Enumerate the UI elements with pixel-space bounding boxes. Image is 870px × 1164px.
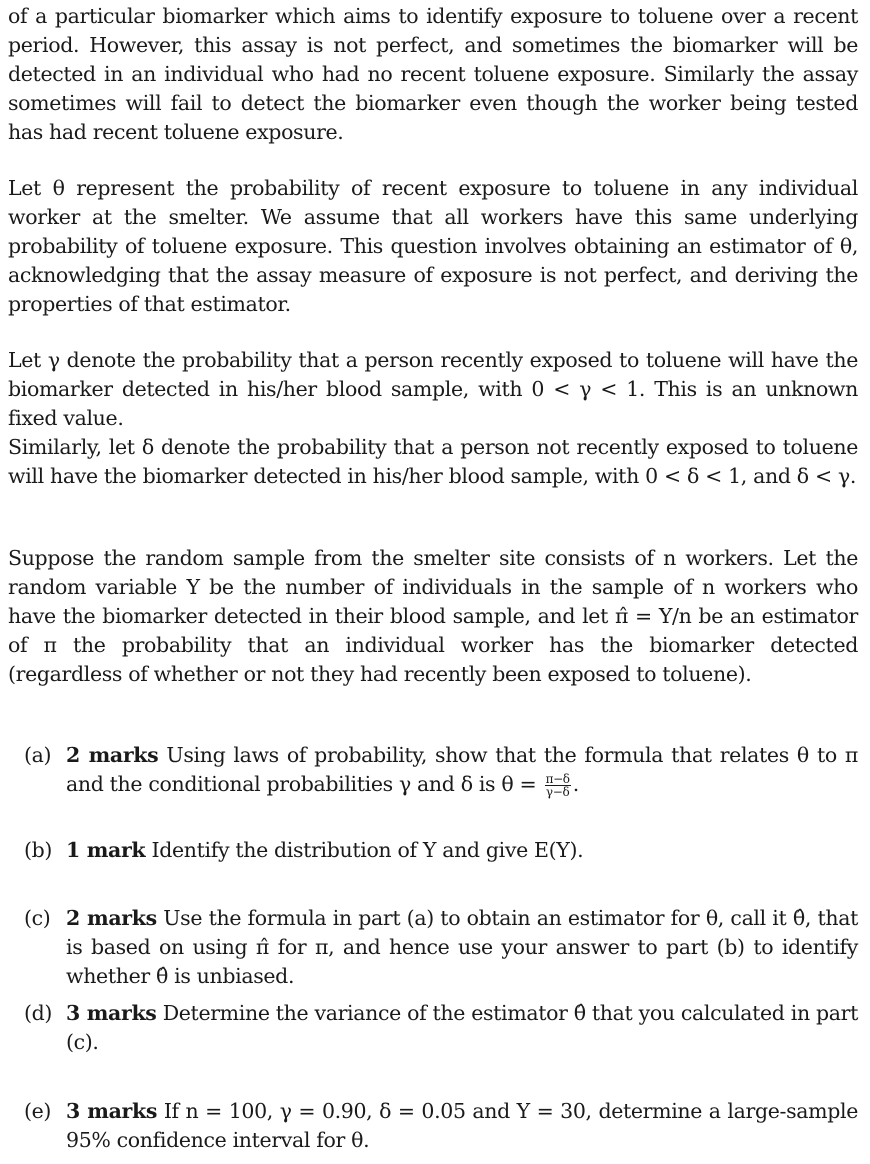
part-text: If n = 100, γ = 0.90, δ = 0.05 and Y = 30, determine a large-sample 95% confidence interval for θ.: [66, 1099, 858, 1152]
part-label: (b): [24, 838, 53, 862]
part-marks: 2 marks: [66, 743, 159, 767]
part-marks: 2 marks: [66, 906, 157, 930]
question-part-c: [24, 904, 858, 991]
part-text: Determine the variance of the estimator θ̂ that you calculated in part (c).: [66, 1001, 858, 1054]
question-part-e: [24, 1097, 858, 1155]
question-part-a: [24, 741, 858, 799]
part-label: (e): [24, 1099, 52, 1123]
part-label: (d): [24, 1001, 53, 1025]
question-part-b: [24, 836, 858, 865]
question-part-d: [24, 999, 858, 1057]
part-label: (a): [24, 743, 52, 767]
part-marks: 3 marks: [66, 1099, 158, 1123]
part-marks: 1 mark: [66, 838, 146, 862]
part-text: Using laws of probability, show that the formula that relates θ to π and the conditional probabilities γ and δ is θ =: [66, 743, 858, 796]
part-marks: 3 marks: [66, 1001, 157, 1025]
gamma-definition-paragraph: Let γ denote the probability that a person recently exposed to toluene will have the biomarker detected in his/her blood sample, with 0 < γ < 1. This is an unknown fixed value.: [8, 348, 858, 430]
part-text: Identify the distribution of Y and give E(Y).: [151, 838, 584, 862]
delta-definition-paragraph: Similarly, let δ denote the probability that a person not recently exposed to toluene will have the biomarker detected in his/her blood sample, with 0 < δ < 1, and δ < γ.: [8, 435, 858, 488]
part-text: Use the formula in part (a) to obtain an estimator for θ, call it θ̂, that is based on using π̂ for π, and hence use your answer to part (b) to identify whether θ̂ is unbiased.: [66, 906, 858, 988]
fraction-denominator: γ−δ: [545, 785, 570, 799]
theta-formula-fraction: [545, 773, 571, 798]
intro-paragraph: of a particular biomarker which aims to identify exposure to toluene over a recent period. However, this assay is not perfect, and sometimes the biomarker will be detected in an individual who had no recent toluene exposure. Similarly the assay sometimes will fail to detect the biomarker even though the worker being tested has had recent toluene exposure.: [8, 4, 858, 144]
part-text-tail: .: [572, 772, 579, 796]
fraction-numerator: π−δ: [545, 772, 570, 786]
theta-definition-paragraph: Let θ represent the probability of recent exposure to toluene in any individual worker at the smelter. We assume that all workers have this same underlying probability of toluene exposure. This question involves obtaining an estimator of θ, acknowledging that the assay measure of exposure is not perfect, and deriving the properties of that estimator.: [8, 176, 858, 316]
part-label: (c): [24, 906, 51, 930]
sample-definition-paragraph: Suppose the random sample from the smelter site consists of n workers. Let the random variable Y be the number of individuals in the sample of n workers who have the biomarker detected in their blood sample, and let π̂ = Y/n be an estimator of π the probability that an individual worker has the biomarker detected (regardless of whether or not they had recently been exposed to toluene).: [8, 546, 858, 686]
